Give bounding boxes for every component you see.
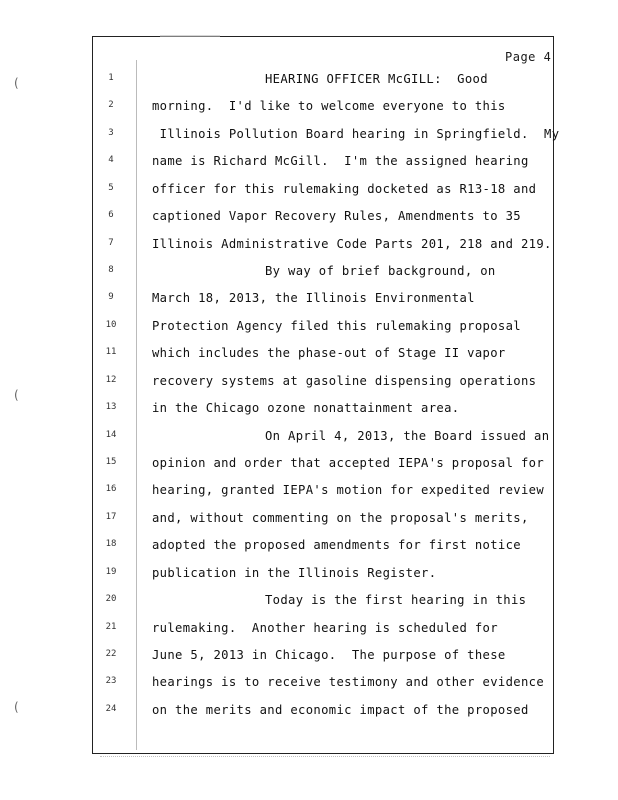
transcript-line: recovery systems at gasoline dispensing operations bbox=[152, 374, 537, 388]
line-number: 1 bbox=[108, 73, 114, 83]
line-number: 18 bbox=[105, 539, 117, 549]
line-number: 13 bbox=[105, 402, 117, 412]
line-number: 7 bbox=[108, 238, 114, 248]
transcript-line: rulemaking. Another hearing is scheduled for bbox=[152, 621, 498, 635]
transcript-line: name is Richard McGill. I'm the assigned hearing bbox=[152, 154, 529, 168]
line-number: 15 bbox=[105, 457, 117, 467]
line-number: 14 bbox=[105, 430, 117, 440]
transcript-line: on the merits and economic impact of the proposed bbox=[152, 703, 529, 717]
transcript-line: morning. I'd like to welcome everyone to this bbox=[152, 99, 506, 113]
line-number: 22 bbox=[105, 649, 117, 659]
transcript-line: which includes the phase-out of Stage II vapor bbox=[152, 346, 506, 360]
line-number: 8 bbox=[108, 265, 114, 275]
page-number-label: Page 4 bbox=[505, 50, 552, 64]
transcript-line: hearing, granted IEPA's motion for expedited review bbox=[152, 483, 545, 497]
line-number: 9 bbox=[108, 292, 114, 302]
line-number: 16 bbox=[105, 484, 117, 494]
binder-hole-mark: ( bbox=[14, 76, 19, 90]
transcript-line: opinion and order that accepted IEPA's proposal for bbox=[152, 456, 545, 470]
transcript-line: Illinois Pollution Board hearing in Springfield. My bbox=[152, 127, 560, 141]
line-number: 12 bbox=[105, 375, 117, 385]
transcript-line: hearings is to receive testimony and other evidence bbox=[152, 675, 545, 689]
scan-artifact-bottom bbox=[100, 756, 550, 761]
line-number: 6 bbox=[108, 210, 114, 220]
line-number: 11 bbox=[105, 347, 117, 357]
line-number: 21 bbox=[105, 622, 117, 632]
transcript-page-frame bbox=[92, 36, 554, 754]
line-number: 24 bbox=[105, 704, 117, 714]
transcript-line: By way of brief background, on bbox=[265, 264, 496, 278]
transcript-line: captioned Vapor Recovery Rules, Amendments to 35 bbox=[152, 209, 521, 223]
line-number: 3 bbox=[108, 128, 114, 138]
line-number: 20 bbox=[105, 594, 117, 604]
transcript-line: March 18, 2013, the Illinois Environmental bbox=[152, 291, 475, 305]
line-number: 17 bbox=[105, 512, 117, 522]
transcript-line: in the Chicago ozone nonattainment area. bbox=[152, 401, 460, 415]
line-number: 10 bbox=[105, 320, 117, 330]
transcript-line: and, without commenting on the proposal's merits, bbox=[152, 511, 529, 525]
line-number: 4 bbox=[108, 155, 114, 165]
line-number: 19 bbox=[105, 567, 117, 577]
transcript-line: On April 4, 2013, the Board issued an bbox=[265, 429, 550, 443]
scan-artifact-top bbox=[160, 35, 220, 37]
binder-hole-mark: ( bbox=[14, 700, 19, 714]
line-number-margin-rule bbox=[136, 60, 137, 750]
transcript-line: Today is the first hearing in this bbox=[265, 593, 527, 607]
transcript-line: officer for this rulemaking docketed as R13-18 and bbox=[152, 182, 537, 196]
transcript-line: Protection Agency filed this rulemaking proposal bbox=[152, 319, 521, 333]
transcript-line: Illinois Administrative Code Parts 201, 218 and 219. bbox=[152, 237, 552, 251]
transcript-line: publication in the Illinois Register. bbox=[152, 566, 437, 580]
binder-hole-mark: ( bbox=[14, 388, 19, 402]
line-number: 2 bbox=[108, 100, 114, 110]
line-number: 5 bbox=[108, 183, 114, 193]
transcript-line: adopted the proposed amendments for first notice bbox=[152, 538, 521, 552]
transcript-line: June 5, 2013 in Chicago. The purpose of these bbox=[152, 648, 506, 662]
line-number: 23 bbox=[105, 676, 117, 686]
transcript-line: HEARING OFFICER McGILL: Good bbox=[265, 72, 488, 86]
